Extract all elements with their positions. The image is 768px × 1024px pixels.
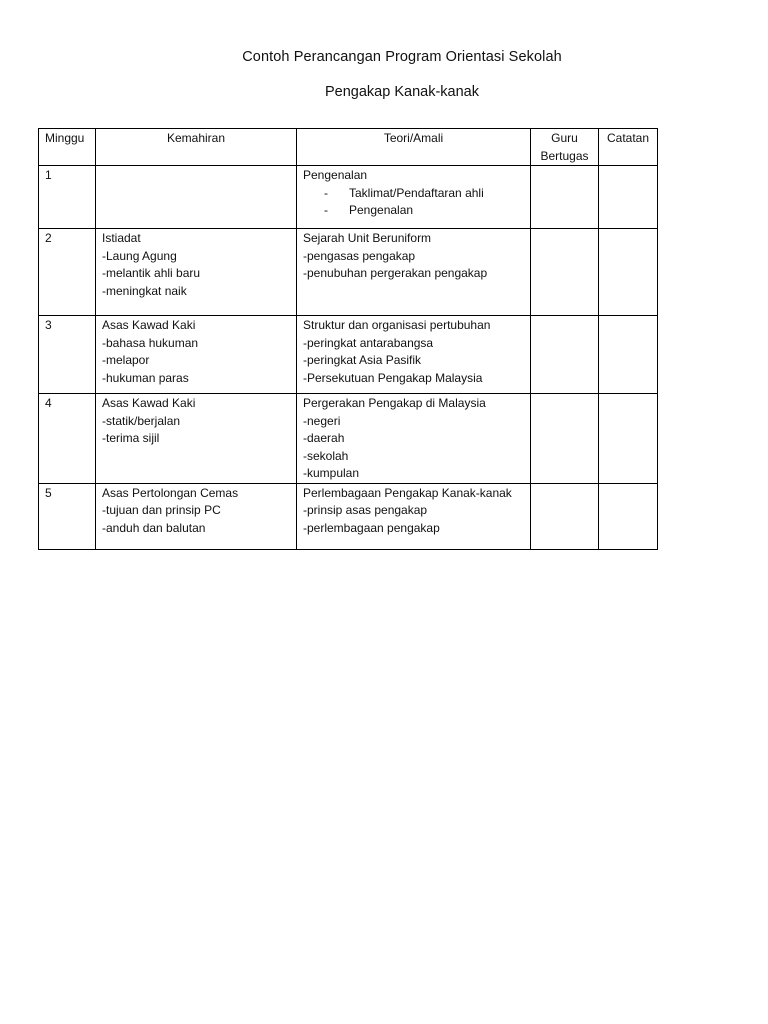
header-guru-line2: Bertugas <box>540 148 589 163</box>
kemahiran-line: -anduh dan balutan <box>102 520 206 535</box>
kemahiran-line: -Laung Agung <box>102 248 177 263</box>
kemahiran-line: -meningkat naik <box>102 283 187 298</box>
cell-kemahiran <box>96 166 297 229</box>
teori-line: Struktur dan organisasi pertubuhan <box>303 318 491 332</box>
cell-guru-bertugas <box>531 166 599 229</box>
teori-line: -Persekutuan Pengakap Malaysia <box>303 370 483 385</box>
table-row <box>39 166 658 229</box>
cell-catatan <box>599 166 658 229</box>
table-row <box>39 316 658 394</box>
cell-teori-amali <box>297 166 531 229</box>
table-row <box>39 229 658 316</box>
cell-kemahiran <box>96 316 297 394</box>
header-catatan: Catatan <box>599 129 658 166</box>
cell-minggu: 3 <box>39 316 96 394</box>
teori-line: -sekolah <box>303 448 349 463</box>
teori-line: -negeri <box>303 413 341 428</box>
cell-guru-bertugas <box>531 483 599 549</box>
teori-bullet-item <box>303 185 524 203</box>
kemahiran-line: -melantik ahli baru <box>102 266 201 280</box>
cell-kemahiran <box>96 229 297 316</box>
kemahiran-line: -bahasa hukuman <box>102 335 199 350</box>
teori-line: Sejarah Unit Beruniform <box>303 231 432 245</box>
table-row <box>39 483 658 549</box>
teori-line: -pengasas pengakap <box>303 248 416 263</box>
cell-kemahiran <box>96 394 297 484</box>
teori-bullet-item <box>303 202 524 220</box>
cell-guru-bertugas <box>531 394 599 484</box>
teori-line: -penubuhan pergerakan pengakap <box>303 266 488 280</box>
cell-guru-bertugas <box>531 229 599 316</box>
kemahiran-line: -melapor <box>102 353 150 367</box>
cell-minggu: 2 <box>39 229 96 316</box>
kemahiran-line: Istiadat <box>102 231 141 245</box>
header-minggu: Minggu <box>39 129 96 166</box>
kemahiran-line: -terima sijil <box>102 431 160 445</box>
cell-minggu: 5 <box>39 483 96 549</box>
teori-line: -prinsip asas pengakap <box>303 503 428 517</box>
cell-guru-bertugas <box>531 316 599 394</box>
kemahiran-line: Asas Kawad Kaki <box>102 318 196 332</box>
teori-line: -peringkat antarabangsa <box>303 335 434 350</box>
cell-kemahiran <box>96 483 297 549</box>
document-title: Contoh Perancangan Program Orientasi Sekolah <box>242 49 562 65</box>
kemahiran-line: Asas Kawad Kaki <box>102 396 196 410</box>
header-guru-bertugas <box>531 129 599 166</box>
teori-heading: Pengenalan <box>303 168 368 182</box>
cell-minggu: 4 <box>39 394 96 484</box>
cell-catatan <box>599 229 658 316</box>
kemahiran-line: -hukuman paras <box>102 370 189 385</box>
cell-minggu: 1 <box>39 166 96 229</box>
bullet-text: Pengenalan <box>349 203 414 217</box>
header-kemahiran: Kemahiran <box>96 129 297 166</box>
teori-line: -daerah <box>303 431 345 445</box>
teori-line: -kumpulan <box>303 466 360 480</box>
cell-catatan <box>599 316 658 394</box>
teori-line: -peringkat Asia Pasifik <box>303 353 422 367</box>
cell-catatan <box>599 483 658 549</box>
cell-teori-amali <box>297 394 531 484</box>
table-row <box>39 394 658 484</box>
bullet-dash: - <box>324 185 328 200</box>
kemahiran-line: Asas Pertolongan Cemas <box>102 485 239 500</box>
teori-line: Pergerakan Pengakap di Malaysia <box>303 396 486 410</box>
header-teori-amali: Teori/Amali <box>297 129 531 166</box>
bullet-text: Taklimat/Pendaftaran ahli <box>349 185 484 200</box>
table-header-row <box>39 129 658 166</box>
cell-teori-amali <box>297 229 531 316</box>
teori-line: Perlembagaan Pengakap Kanak-kanak <box>303 485 512 500</box>
cell-teori-amali <box>297 483 531 549</box>
cell-catatan <box>599 394 658 484</box>
program-plan-table <box>38 128 658 550</box>
document-subtitle: Pengakap Kanak-kanak <box>325 84 479 100</box>
bullet-dash: - <box>324 203 328 217</box>
kemahiran-line: -tujuan dan prinsip PC <box>102 503 221 517</box>
header-guru-line1: Guru <box>551 131 578 145</box>
cell-teori-amali <box>297 316 531 394</box>
kemahiran-line: -statik/berjalan <box>102 413 181 428</box>
teori-line: -perlembagaan pengakap <box>303 520 440 535</box>
